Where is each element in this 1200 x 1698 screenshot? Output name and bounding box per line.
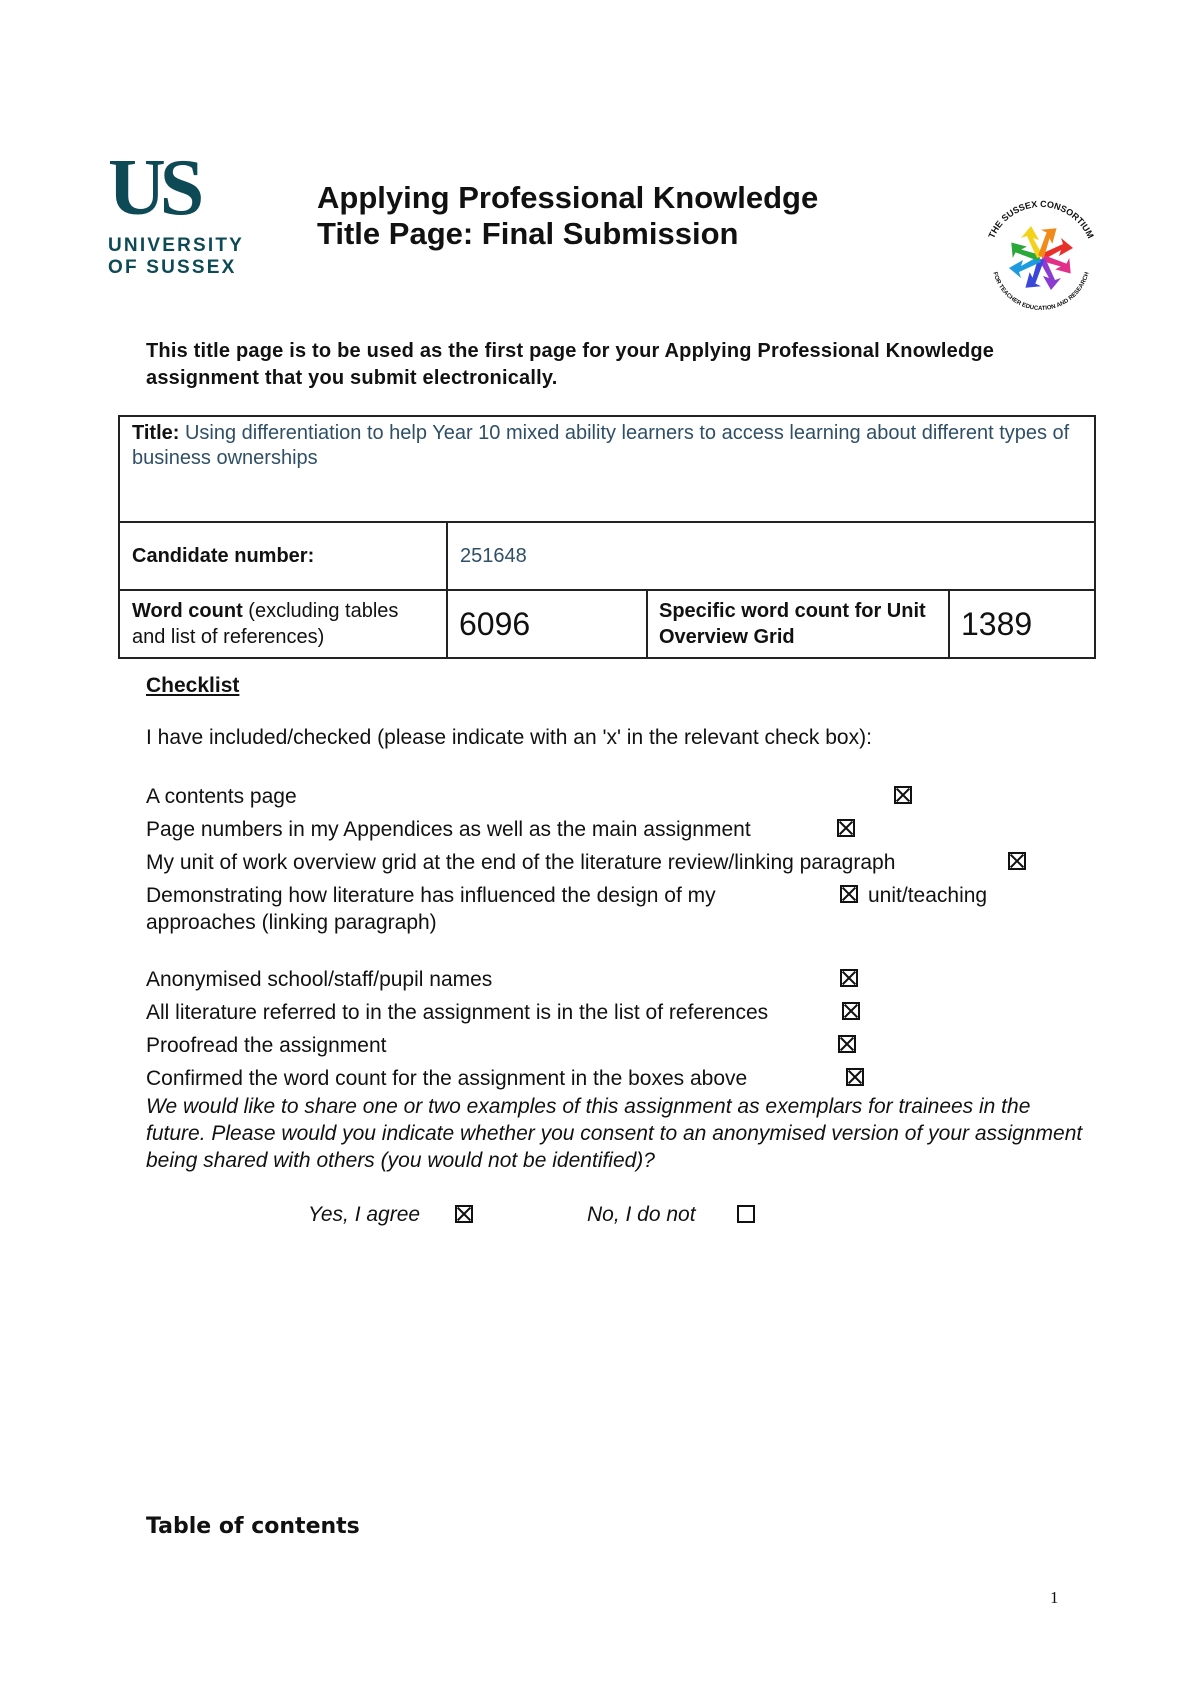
consent-question: We would like to share one or two examples of this assignment as exemplars for trainees in the future. Please would you indicate whether you consent to an anonymised version of your assignment being shared with others (you would not be identified)?: [146, 1095, 1083, 1172]
page-number: 1: [1050, 1588, 1059, 1607]
checkbox-literature-influence[interactable]: [840, 885, 858, 903]
checkbox-page-numbers[interactable]: [837, 819, 855, 837]
checkbox-word-count[interactable]: [846, 1068, 864, 1086]
university-logo: [108, 150, 244, 279]
svg-text:THE SUSSEX CONSORTIUM: [986, 199, 1095, 240]
checklist-item-label: My unit of work overview grid at the end of the literature review/linking paragraph: [146, 851, 896, 874]
checklist-heading: Checklist: [146, 674, 240, 697]
title-value[interactable]: Using differentiation to help Year 10 mixed ability learners to access learning about different types of business ownerships: [132, 422, 1070, 469]
checklist-item-contents-page: [146, 783, 297, 810]
checklist-item-label: Demonstrating how literature has influenced the design of my: [146, 884, 716, 907]
title-label: Title:: [132, 422, 180, 444]
checkbox-proofread[interactable]: [838, 1035, 856, 1053]
checklist-item-label: Proofread the assignment: [146, 1034, 387, 1057]
checklist-item-label: A contents page: [146, 785, 297, 808]
checklist-item-label: Confirmed the word count for the assignment in the boxes above: [146, 1067, 748, 1090]
checklist-item-word-count: [146, 1065, 747, 1092]
pinwheel-arrows-icon: [978, 195, 1104, 321]
consent-yes-label: Yes, I agree: [308, 1203, 421, 1226]
svg-text:US: US: [108, 150, 199, 224]
checklist-item-label-continued: unit/teaching: [868, 884, 988, 907]
title-line-1: Applying Professional Knowledge: [317, 180, 819, 215]
word-count-value[interactable]: 6096: [447, 590, 647, 658]
checklist-item-page-numbers: [146, 816, 751, 843]
word-count-label: [119, 590, 447, 658]
checklist-item-label-line2: approaches (linking paragraph): [146, 911, 437, 934]
university-name-line1: UNIVERSITY: [108, 235, 245, 256]
checklist-item-overview-grid: [146, 849, 895, 876]
checklist-item-label: Page numbers in my Appendices as well as the main assignment: [146, 818, 751, 841]
checklist-item-literature-influence: [146, 882, 716, 909]
consent-yes-checkbox[interactable]: [455, 1205, 473, 1223]
checklist-instruction: I have included/checked (please indicate with an 'x' in the relevant check box):: [146, 726, 872, 749]
word-count-label-rest: (excluding tables and list of references): [132, 600, 399, 648]
svg-text:FOR TEACHER EDUCATION AND RESE: [991, 271, 1090, 312]
word-count-label-bold: Word count: [132, 600, 243, 622]
table-of-contents-heading: Table of contents: [146, 1514, 360, 1539]
intro-text: This title page is to be used as the first page for your Applying Professional Knowledge assignment that you submit electronically.: [146, 340, 995, 389]
specific-word-count-value[interactable]: 1389: [949, 590, 1095, 658]
specific-word-count-label: Specific word count for Unit Overview Grid: [647, 590, 949, 658]
candidate-number-label: Candidate number:: [119, 522, 447, 590]
consortium-text-top: THE SUSSEX CONSORTIUM: [986, 198, 1096, 240]
checklist-item-label: All literature referred to in the assignment is in the list of references: [146, 1001, 769, 1024]
consortium-text-bottom: FOR TEACHER EDUCATION AND RESEARCH: [991, 271, 1091, 313]
consortium-logo: [978, 195, 1104, 321]
candidate-number-value[interactable]: 251648: [447, 522, 1095, 590]
page-title: [317, 180, 818, 252]
university-name-line2: OF SUSSEX: [108, 257, 237, 278]
title-line-2: Title Page: Final Submission: [317, 216, 739, 251]
checklist-item-proofread: [146, 1032, 386, 1059]
us-mark-icon: [108, 150, 218, 224]
checkbox-references[interactable]: [842, 1002, 860, 1020]
checklist-item-references: [146, 999, 768, 1026]
consent-no-checkbox[interactable]: [737, 1205, 755, 1223]
consent-no-label: No, I do not: [587, 1203, 696, 1226]
checkbox-anonymised[interactable]: [840, 969, 858, 987]
checkbox-overview-grid[interactable]: [1008, 852, 1026, 870]
checklist-item-label: Anonymised school/staff/pupil names: [146, 968, 493, 991]
checklist-item-anonymised: [146, 966, 492, 993]
checkbox-contents-page[interactable]: [894, 786, 912, 804]
submission-info-table: [118, 415, 1096, 659]
title-cell: [119, 416, 1095, 522]
